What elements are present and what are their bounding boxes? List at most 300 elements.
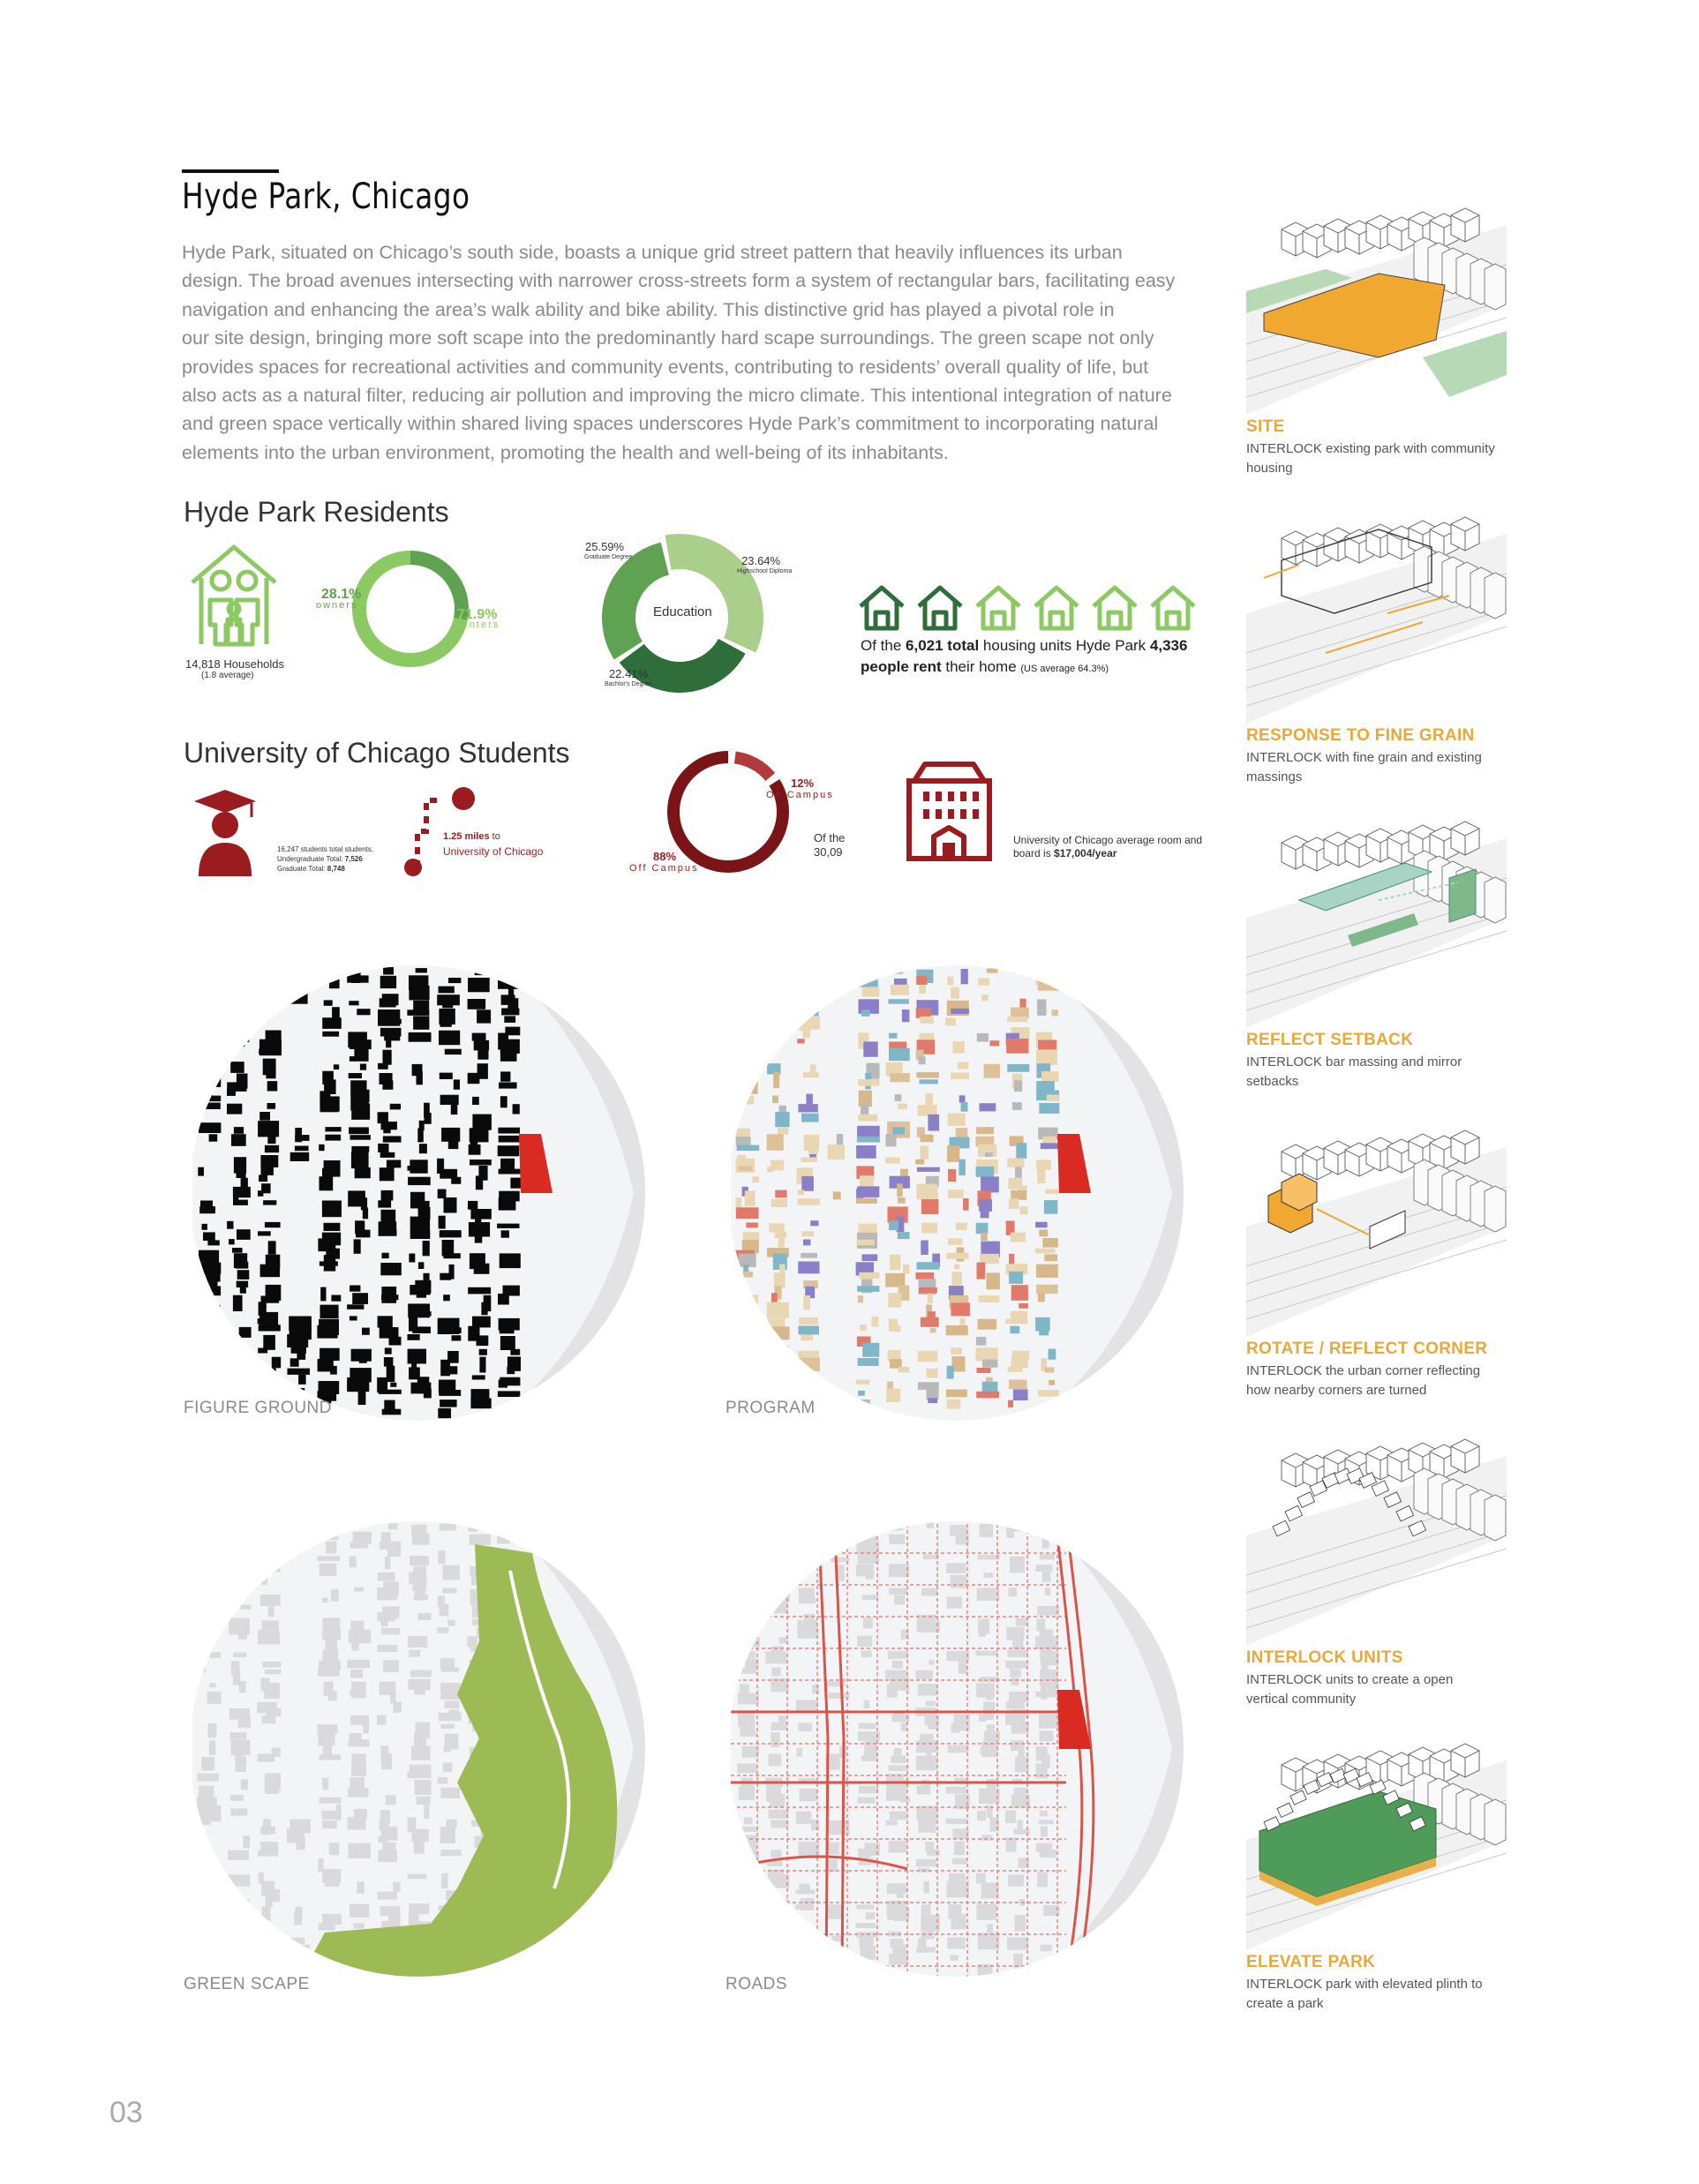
building-footprint (451, 1103, 458, 1115)
building-footprint (350, 1039, 372, 1049)
caption-line: INTERLOCK units to create a open (1246, 1672, 1454, 1687)
building-footprint (890, 1255, 900, 1271)
building-footprint (767, 1167, 773, 1172)
building-footprint (862, 1595, 878, 1600)
building-footprint (437, 1627, 448, 1633)
edu-highschool-percent: 23.64% (741, 554, 781, 567)
family-house-icon (185, 538, 282, 657)
building-footprint (469, 1522, 478, 1532)
building-footprint (411, 1525, 427, 1535)
building-footprint (741, 1651, 755, 1658)
building-footprint (237, 1229, 251, 1240)
diagram-title: ROTATE / REFLECT CORNER (1246, 1340, 1488, 1358)
building-footprint (856, 1198, 877, 1204)
building-footprint (956, 1223, 967, 1230)
building-footprint (889, 1841, 907, 1853)
building-footprint (1049, 1349, 1056, 1360)
building-footprint (265, 1788, 279, 1794)
house-icon (1089, 582, 1140, 634)
building-footprint (831, 1557, 850, 1562)
building-footprint (384, 1357, 394, 1367)
building-footprint (742, 1746, 760, 1758)
building-footprint (440, 1604, 449, 1617)
building-footprint (780, 1346, 790, 1362)
diagram-caption (1246, 439, 1511, 478)
building-footprint (828, 1692, 849, 1699)
building-footprint (237, 1270, 250, 1280)
building-footprint (383, 1128, 390, 1133)
building-footprint (1011, 1233, 1026, 1242)
building-footprint (891, 1525, 903, 1530)
building-footprint (258, 1851, 276, 1857)
building-footprint (775, 1232, 786, 1238)
building-footprint (765, 1018, 785, 1028)
building-footprint (947, 1145, 959, 1162)
building-footprint (229, 977, 246, 987)
building-footprint (424, 1389, 432, 1399)
building-footprint (381, 1190, 394, 1201)
building-footprint (900, 1169, 908, 1176)
building-footprint (439, 987, 455, 994)
building-footprint (229, 1732, 246, 1739)
building-footprint (891, 1755, 906, 1763)
building-footprint (201, 1616, 208, 1624)
building-footprint (921, 1932, 934, 1939)
on-campus-label: On Campus (766, 790, 834, 800)
building-footprint (444, 1746, 451, 1752)
building-footprint (387, 1366, 395, 1382)
building-footprint (414, 1732, 426, 1747)
building-footprint (947, 1400, 961, 1409)
building-footprint (772, 1366, 789, 1378)
building-footprint (771, 1678, 789, 1692)
building-footprint (798, 1198, 820, 1205)
building-footprint (948, 1114, 966, 1126)
building-footprint (267, 1381, 274, 1392)
building-footprint (319, 1923, 335, 1930)
building-footprint (349, 1001, 358, 1005)
building-footprint (872, 1317, 879, 1327)
building-footprint (1016, 1143, 1026, 1159)
building-footprint (798, 1358, 820, 1371)
owners-percent: 28.1% (321, 587, 362, 602)
building-footprint (947, 1938, 965, 1949)
building-footprint (233, 1295, 243, 1311)
building-footprint (1008, 1650, 1029, 1657)
building-footprint (1035, 1249, 1056, 1254)
building-footprint (736, 1541, 757, 1555)
building-footprint (802, 1231, 814, 1236)
building-footprint (237, 1955, 245, 1968)
building-footprint (857, 1286, 879, 1292)
building-footprint (209, 999, 220, 1003)
building-footprint (740, 1725, 755, 1732)
building-footprint (498, 1145, 520, 1156)
building-footprint (1044, 1200, 1058, 1214)
building-footprint (741, 1947, 755, 1963)
building-footprint (951, 1302, 970, 1316)
building-footprint (331, 1589, 339, 1602)
building-footprint (507, 1956, 519, 1972)
diagram-caption (1246, 1975, 1511, 2014)
building-footprint (982, 1382, 998, 1392)
building-footprint (263, 1200, 276, 1205)
building-footprint (209, 1134, 218, 1141)
building-footprint (736, 1207, 759, 1219)
building-footprint (320, 1305, 339, 1319)
building-footprint (975, 1651, 997, 1656)
housing-us-average: (US average 64.3%) (1020, 664, 1109, 674)
building-footprint (317, 1325, 337, 1339)
building-footprint (410, 1765, 432, 1778)
building-footprint (294, 1912, 302, 1925)
page-number: 03 (109, 2096, 143, 2129)
building-footprint (765, 1924, 782, 1930)
building-footprint (381, 1295, 398, 1300)
building-footprint (977, 1033, 989, 1042)
building-footprint (322, 1914, 342, 1925)
building-footprint (946, 1787, 967, 1794)
building-footprint (438, 1550, 445, 1564)
building-footprint (979, 1295, 1000, 1302)
building-footprint (1049, 1380, 1055, 1385)
building-footprint (1038, 1293, 1045, 1302)
building-footprint (233, 1190, 238, 1201)
building-footprint (347, 975, 368, 982)
stat-label: Undergraduate Total: (277, 855, 345, 863)
building-footprint (324, 1223, 341, 1231)
building-footprint (886, 1389, 900, 1403)
building-footprint (258, 1121, 279, 1137)
building-footprint (470, 1535, 491, 1545)
building-footprint (801, 1334, 813, 1340)
building-footprint (839, 1954, 848, 1968)
building-footprint (347, 1660, 370, 1669)
building-footprint (227, 1104, 242, 1115)
house-icon (1031, 582, 1082, 634)
building-footprint (744, 1818, 753, 1825)
room-board-line1: University of Chicago average room and (1013, 834, 1203, 846)
building-footprint (921, 1199, 939, 1214)
building-footprint (926, 1093, 934, 1105)
distance-suffix: to (489, 831, 500, 842)
building-footprint (233, 1350, 251, 1355)
building-footprint (383, 1019, 402, 1024)
building-footprint (863, 1617, 873, 1628)
building-footprint (796, 967, 817, 983)
building-footprint (1038, 1040, 1056, 1050)
building-footprint (948, 1169, 956, 1182)
building-footprint (377, 1587, 397, 1600)
building-footprint (235, 1756, 245, 1772)
building-footprint (262, 1906, 271, 1920)
building-footprint (981, 1233, 988, 1241)
building-footprint (357, 1881, 364, 1894)
building-footprint (207, 1891, 218, 1901)
building-footprint (472, 1375, 485, 1379)
building-footprint (201, 1945, 218, 1958)
building-footprint (499, 1083, 517, 1089)
stat-value: 8,748 (327, 865, 345, 873)
building-footprint (1051, 1009, 1058, 1016)
building-footprint (349, 1739, 370, 1746)
building-footprint (332, 1850, 338, 1855)
building-footprint (740, 1668, 756, 1674)
building-footprint (1010, 1842, 1017, 1850)
building-footprint (1041, 1945, 1052, 1952)
title-rule (182, 169, 279, 173)
building-footprint (229, 1899, 249, 1914)
building-footprint (415, 1780, 432, 1795)
building-footprint (916, 1859, 937, 1867)
building-footprint (348, 1817, 366, 1829)
building-footprint (738, 1938, 756, 1948)
housing-text: housing units Hyde Park (979, 637, 1150, 654)
building-footprint (738, 1693, 759, 1705)
building-footprint (954, 1265, 959, 1270)
building-footprint (864, 1700, 870, 1708)
building-footprint (475, 1229, 483, 1243)
building-footprint (928, 1115, 939, 1131)
building-footprint (204, 1348, 213, 1357)
building-footprint (290, 1956, 300, 1966)
building-footprint (771, 1850, 781, 1858)
building-footprint (322, 1032, 339, 1037)
building-footprint (199, 1041, 212, 1048)
building-footprint (1013, 1389, 1028, 1400)
building-footprint (198, 1605, 216, 1617)
building-footprint (749, 986, 759, 992)
building-footprint (862, 987, 880, 996)
building-footprint (898, 1197, 906, 1204)
building-footprint (856, 1145, 876, 1159)
building-footprint (1006, 1701, 1025, 1708)
building-footprint (766, 1541, 786, 1551)
building-footprint (447, 1820, 457, 1828)
building-footprint (893, 1944, 907, 1954)
building-footprint (1039, 1325, 1049, 1335)
building-footprint (1042, 1533, 1049, 1549)
building-footprint (781, 1009, 788, 1018)
building-footprint (350, 1557, 357, 1568)
caption-line: INTERLOCK with fine grain and existing (1246, 750, 1482, 765)
building-footprint (240, 1284, 246, 1294)
building-footprint (382, 1843, 395, 1850)
building-footprint (230, 1795, 244, 1801)
building-footprint (452, 1335, 462, 1340)
building-footprint (978, 1555, 1000, 1560)
building-footprint (243, 1540, 250, 1556)
building-footprint (407, 1009, 429, 1016)
building-footprint (802, 1001, 813, 1013)
building-footprint (736, 1350, 748, 1367)
building-footprint (832, 1935, 842, 1941)
building-footprint (265, 1670, 282, 1674)
building-footprint (746, 1222, 757, 1227)
building-footprint (229, 995, 235, 1002)
building-footprint (920, 1146, 928, 1160)
building-footprint (441, 1873, 448, 1888)
building-footprint (736, 1137, 751, 1146)
building-footprint (772, 1882, 786, 1888)
building-footprint (771, 1532, 790, 1543)
building-footprint (951, 1914, 966, 1930)
building-footprint (230, 1041, 244, 1047)
building-footprint (300, 1945, 310, 1954)
building-footprint (445, 1049, 462, 1054)
building-footprint (927, 1369, 938, 1377)
building-footprint (200, 1313, 208, 1325)
building-footprint (801, 1253, 817, 1258)
building-footprint (1008, 1367, 1023, 1372)
building-footprint (866, 1912, 875, 1919)
building-footprint (739, 1787, 755, 1800)
building-footprint (897, 1183, 903, 1197)
building-footprint (208, 1652, 221, 1658)
building-footprint (737, 1763, 756, 1773)
building-footprint (262, 1662, 281, 1668)
building-footprint (356, 1230, 371, 1238)
building-footprint (329, 979, 340, 989)
building-footprint (890, 1812, 908, 1820)
building-footprint (380, 1618, 387, 1626)
building-footprint (775, 1112, 789, 1127)
building-footprint (199, 1534, 222, 1542)
building-footprint (921, 1241, 928, 1256)
building-footprint (952, 1828, 968, 1839)
building-footprint (209, 1683, 216, 1687)
building-footprint (769, 1754, 782, 1767)
building-footprint (382, 1080, 393, 1089)
building-footprint (411, 1746, 431, 1760)
building-footprint (963, 1198, 969, 1211)
building-footprint (499, 1380, 507, 1388)
building-footprint (856, 1526, 878, 1531)
building-footprint (383, 1136, 402, 1142)
building-footprint (419, 1144, 427, 1153)
building-footprint (828, 1904, 844, 1919)
building-footprint (958, 1062, 969, 1069)
building-footprint (919, 1287, 937, 1294)
building-footprint (472, 1115, 492, 1130)
building-footprint (378, 1063, 388, 1069)
building-footprint (918, 1105, 937, 1116)
building-footprint (468, 1287, 491, 1295)
building-footprint (976, 1223, 989, 1234)
building-footprint (229, 1381, 244, 1392)
student-undergrad (277, 854, 373, 864)
caption-line: INTERLOCK existing park with community (1246, 441, 1495, 456)
building-footprint (440, 1400, 456, 1407)
building-footprint (926, 1701, 936, 1707)
building-footprint (975, 1347, 997, 1361)
building-footprint (923, 1554, 939, 1559)
house-icon (973, 582, 1024, 634)
building-footprint (986, 1796, 993, 1804)
building-footprint (417, 1129, 424, 1143)
students-title: University of Chicago Students (184, 737, 570, 769)
building-footprint (240, 1605, 251, 1610)
building-footprint (980, 1677, 999, 1682)
building-footprint (378, 1850, 397, 1862)
caption-line: INTERLOCK the urban corner reflecting (1246, 1363, 1481, 1378)
building-footprint (806, 1094, 813, 1106)
building-footprint (379, 1836, 388, 1843)
building-footprint (393, 1882, 401, 1891)
building-footprint (917, 1167, 940, 1172)
housing-text: their home (941, 658, 1021, 675)
building-footprint (408, 1177, 431, 1185)
building-footprint (797, 1039, 805, 1043)
building-footprint (454, 1079, 460, 1089)
building-footprint (781, 1915, 787, 1927)
building-footprint (297, 1349, 305, 1360)
renters-percent: 71.9% (457, 607, 498, 622)
building-footprint (379, 1390, 402, 1394)
building-footprint (197, 1884, 220, 1893)
building-footprint (439, 1390, 461, 1396)
building-footprint (229, 1017, 247, 1030)
building-footprint (916, 1756, 937, 1771)
building-footprint (740, 1684, 749, 1693)
building-footprint (292, 967, 309, 972)
building-footprint (288, 1369, 311, 1375)
building-footprint (476, 1176, 483, 1190)
building-footprint (947, 977, 953, 986)
building-footprint (319, 1145, 324, 1151)
building-footprint (499, 1169, 522, 1175)
building-footprint (261, 1166, 274, 1175)
building-footprint (862, 1343, 879, 1357)
building-footprint (951, 1009, 969, 1014)
building-footprint (951, 1347, 962, 1355)
building-footprint (858, 1115, 877, 1122)
building-footprint (265, 1390, 272, 1396)
building-footprint (946, 1881, 969, 1898)
building-footprint (259, 1049, 274, 1054)
building-footprint (857, 1137, 879, 1143)
building-footprint (863, 1041, 877, 1056)
building-footprint (450, 1327, 462, 1333)
building-footprint (771, 1732, 780, 1747)
caption-line: how nearby corners are turned (1246, 1383, 1427, 1398)
housing-text: people rent (861, 658, 942, 675)
building-footprint (202, 1588, 207, 1598)
board-text: board is (1013, 847, 1055, 859)
building-footprint (1037, 1618, 1046, 1631)
building-footprint (1037, 999, 1046, 1016)
building-footprint (1037, 1168, 1045, 1183)
diagram-title: SITE (1246, 417, 1285, 436)
building-footprint (479, 1357, 485, 1373)
building-footprint (859, 1786, 878, 1794)
building-footprint (811, 1820, 819, 1830)
building-footprint (383, 1050, 392, 1065)
building-footprint (238, 1626, 247, 1640)
building-footprint (860, 1325, 866, 1331)
building-footprint (228, 967, 251, 978)
building-footprint (199, 1817, 211, 1825)
building-footprint (766, 1381, 788, 1386)
building-footprint (264, 1683, 280, 1699)
building-footprint (961, 969, 968, 984)
edu-bachelor-label: Bachlor's Degree (605, 681, 652, 687)
building-footprint (199, 977, 211, 993)
diagram-title: REFLECT SETBACK (1246, 1031, 1414, 1049)
edu-graduate-percent: 25.59% (585, 540, 625, 553)
building-footprint (946, 1819, 968, 1824)
building-footprint (771, 1597, 787, 1613)
